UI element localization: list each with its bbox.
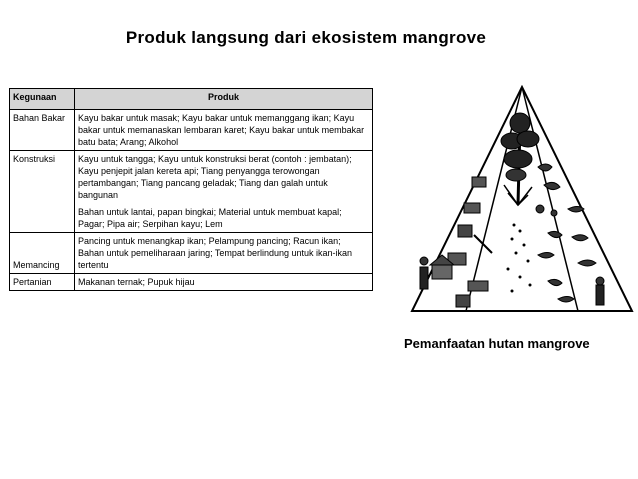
- product-text: Bahan untuk lantai, papan bingkai; Material untuk membuat kapal; Pagar; Pipa air; Serpihan kayu; Lem: [78, 207, 342, 229]
- use-cell: Memancing: [10, 233, 75, 274]
- product-cell: [75, 274, 373, 291]
- product-text: Makanan ternak; Pupuk hijau: [78, 277, 195, 287]
- product-cell: [75, 110, 373, 151]
- use-cell: Pertanian: [10, 274, 75, 291]
- product-cell: [75, 151, 373, 233]
- header-use: Kegunaan: [10, 89, 75, 110]
- page-title: Produk langsung dari ekosistem mangrove: [125, 28, 487, 47]
- table-header-row: [10, 89, 373, 110]
- product-text: Kayu untuk tangga; Kayu untuk konstruksi berat (contoh : jembatan); Kayu penjepit jalan kereta api; Tiang penyangga terowongan pertambangan; Tiang pancang geladak; Tiang dan galah untuk bangunan: [78, 154, 352, 200]
- header-product: Produk: [75, 89, 373, 110]
- mangrove-uses-pyramid-icon: [408, 85, 636, 317]
- table-row: [10, 274, 373, 291]
- product-text: Kayu bakar untuk masak; Kayu bakar untuk memanggang ikan; Kayu bakar untuk memanaskan lembaran karet; Kayu bakar untuk membakar batu bata; Arang; Alkohol: [78, 113, 365, 147]
- illustration-caption: Pemanfaatan hutan mangrove: [404, 336, 590, 351]
- table-row: [10, 151, 373, 233]
- product-table: [9, 88, 373, 291]
- product-text: Pancing untuk menangkap ikan; Pelampung pancing; Racun ikan; Bahan untuk pemeliharaan jaring; Tempat berlindung untuk ikan-ikan tertentu: [78, 236, 353, 270]
- table-row: [10, 110, 373, 151]
- table-row: [10, 233, 373, 274]
- use-cell: Konstruksi: [10, 151, 75, 233]
- use-cell: Bahan Bakar: [10, 110, 75, 151]
- product-cell: [75, 233, 373, 274]
